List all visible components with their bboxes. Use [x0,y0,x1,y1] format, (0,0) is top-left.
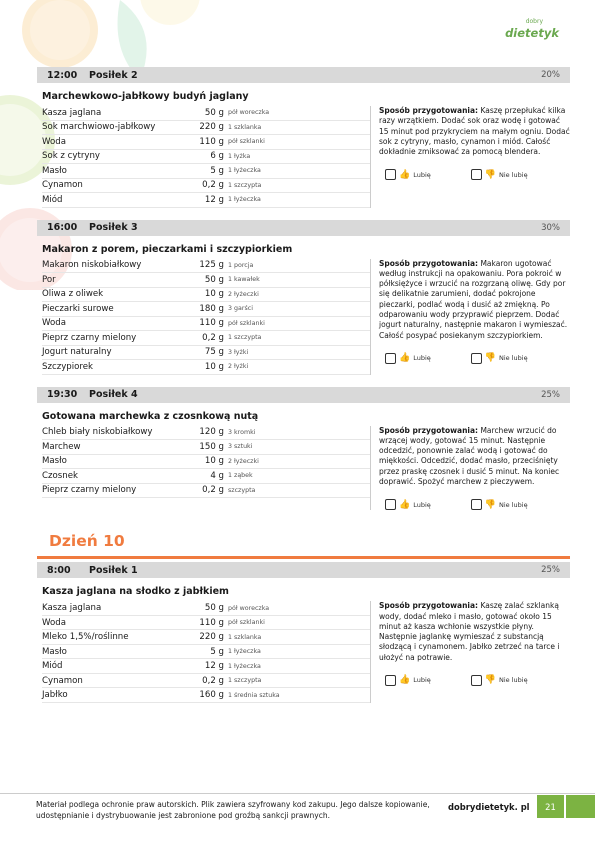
preparation-text: Kaszę przepłukać kilka razy wrzątkiem. Dodać sok oraz wodę i gotować 15 minut pod przykryciem na małym ogniu. Dodać sok z cytryny, masło, cynamon i miód. Całość dokładnie zmiksować za pomocą blendera. [379,106,570,157]
dislike-label: Nie lubię [499,170,528,179]
like-option[interactable] [385,499,431,510]
ingredient-row [42,259,370,274]
meal-section [37,562,570,703]
like-option[interactable] [385,675,431,686]
ingredient-unit: 1 kawałek [228,276,260,284]
like-option[interactable] [385,353,431,364]
ingredient-row [42,273,370,288]
dislike-checkbox[interactable] [471,499,482,510]
preparation [370,601,570,703]
like-option[interactable] [385,169,431,180]
like-label: Lubię [413,676,431,685]
ingredient-name: Chleb biały niskobiałkowy [42,427,153,438]
ingredient-unit: 1 szczypta [228,181,262,189]
ingredient-amount: 0,2 g [202,675,224,686]
ingredient-row [42,288,370,303]
ingredient-name: Miód [42,194,63,205]
ingredient-row [42,360,370,375]
ingredient-amount: 6 g [210,151,224,162]
ingredient-unit: 3 garści [228,305,253,313]
ingredient-amount: 50 g [204,107,224,118]
ingredient-amount: 110 g [199,136,224,147]
ingredient-amount: 4 g [210,470,224,481]
recipe-title: Gotowana marchewka z czosnkową nutą [42,410,259,422]
meal-time: 8:00 [47,564,71,576]
ingredient-amount: 120 g [199,427,224,438]
dislike-label: Nie lubię [499,500,528,509]
dislike-checkbox[interactable] [471,353,482,364]
footer-site-link[interactable]: dobrydietetyk. pl [448,802,530,812]
ingredient-name: Sok marchwiowo-jabłkowy [42,122,156,133]
meal-header [37,220,570,236]
meal-header [37,562,570,578]
meal-time: 12:00 [47,69,78,81]
ingredient-amount: 0,2 g [202,485,224,496]
ingredient-unit: 1 łyżeczka [228,648,261,656]
ingredient-amount: 50 g [204,274,224,285]
ingredient-name: Kasza jaglana [42,603,102,614]
ingredient-name: Jogurt naturalny [42,347,112,358]
ingredient-list [37,426,370,511]
like-checkbox[interactable] [385,169,396,180]
ingredient-row [42,688,370,703]
ingredient-unit: 1 łyżeczka [228,196,261,204]
dislike-option[interactable] [471,499,528,510]
meal-percent: 20% [541,70,560,80]
ingredient-list [37,259,370,375]
logo-main-text: dietetyk [505,26,559,40]
page-footer [0,793,595,825]
ingredient-name: Mleko 1,5%/roślinne [42,632,129,643]
ingredient-unit: pół woreczka [228,604,270,612]
ingredient-name: Szczypiorek [42,361,93,372]
ingredient-unit: szczypta [228,486,256,494]
preparation-text: Marchew wrzucić do wrzącej wody, gotować 15 minut. Następnie odcedzić, ponownie zalać wodą i gotować do miękkości. Odcedzić, dodać masło, przeciśnięty przez praskę czosnek i dusić 5 minut. Na koniec doprawić. Spożyć marchew z pieczywem. [379,425,560,486]
page-number: 21 [537,795,564,818]
meal-time: 16:00 [47,222,78,233]
meal-name: Posiłek 1 [89,564,138,576]
ingredient-amount: 110 g [199,318,224,329]
rating [385,169,570,180]
footer-accent-block [566,795,595,818]
ingredient-name: Cynamon [42,675,83,686]
ingredient-unit: 3 łyżki [228,348,249,356]
ingredient-name: Miód [42,661,63,672]
ingredient-amount: 50 g [204,603,224,614]
ingredient-amount: 10 g [204,289,224,300]
ingredient-amount: 125 g [199,260,224,271]
logo-small-text: dobry [525,18,543,25]
meal-header [37,387,570,403]
ingredient-row [42,440,370,455]
ingredient-row [42,645,370,660]
preparation [370,106,570,208]
like-checkbox[interactable] [385,675,396,686]
ingredient-list [37,106,370,208]
ingredient-amount: 5 g [210,165,224,176]
preparation [370,426,570,511]
ingredient-unit: pół woreczka [228,109,270,117]
ingredient-unit: 2 łyżeczki [228,290,259,298]
ingredient-name: Jabłko [42,690,68,701]
ingredient-row [42,121,370,136]
ingredient-amount: 0,2 g [202,180,224,191]
meal-section [37,67,570,208]
ingredient-amount: 12 g [204,661,224,672]
ingredient-row [42,616,370,631]
day-heading [37,532,570,559]
dislike-option[interactable] [471,353,528,364]
meal-name: Posiłek 4 [89,389,138,400]
ingredient-amount: 220 g [199,632,224,643]
thumbs-down-icon: 👎 [484,675,496,686]
recipe-title: Kasza jaglana na słodko z jabłkiem [42,586,229,598]
ingredient-name: Kasza jaglana [42,107,102,118]
preparation-label: Sposób przygotowania: [379,601,479,611]
ingredient-unit: 3 sztuki [228,443,253,451]
ingredient-name: Woda [42,318,66,329]
ingredient-unit: 1 szczypta [228,334,262,342]
ingredient-name: Pieprz czarny mielony [42,332,137,343]
dislike-label: Nie lubię [499,676,528,685]
meal-percent: 30% [541,222,560,233]
ingredient-name: Masło [42,646,67,657]
meal-name: Posiłek 3 [89,222,138,233]
ingredient-name: Sok z cytryny [42,151,100,162]
ingredient-row [42,179,370,194]
meal-percent: 25% [541,565,560,576]
like-label: Lubię [413,500,431,509]
thumbs-down-icon: 👎 [484,499,496,510]
day-divider [37,556,570,559]
ingredient-amount: 150 g [199,441,224,452]
ingredient-name: Czosnek [42,470,78,481]
recipe-title: Makaron z porem, pieczarkami i szczypiorkiem [42,243,293,255]
ingredient-name: Pieczarki surowe [42,303,114,314]
dislike-option[interactable] [471,169,528,180]
ingredient-unit: pół szklanki [228,138,265,146]
day-title: Dzień 10 [49,532,125,551]
preparation-label: Sposób przygotowania: [379,258,479,268]
like-label: Lubię [413,170,431,179]
meal-time: 19:30 [47,389,78,400]
meal-plan [37,67,570,703]
ingredient-name: Por [42,274,56,285]
ingredient-amount: 180 g [199,303,224,314]
ingredient-name: Woda [42,617,66,628]
dislike-checkbox[interactable] [471,169,482,180]
thumbs-down-icon: 👎 [484,169,496,180]
ingredient-unit: pół szklanki [228,319,265,327]
ingredient-row [42,193,370,208]
dislike-checkbox[interactable] [471,675,482,686]
preparation-text: Kaszę zalać szklanką wody, dodać mleko i masło, gotować około 15 minut aż kasza wchłonie wszystkie płyny. Następnie jaglankę wymieszać z substancją słodzącą i cynamonem. Jabłko zetrzeć na tarce i ułożyć na potrawie. [379,601,560,662]
ingredient-amount: 110 g [199,617,224,628]
ingredient-row [42,150,370,165]
rating [385,353,570,364]
ingredient-name: Makaron niskobiałkowy [42,260,142,271]
ingredient-name: Woda [42,136,66,147]
rating [385,675,570,686]
ingredient-row [42,164,370,179]
ingredient-name: Masło [42,456,67,467]
ingredient-amount: 12 g [204,194,224,205]
recipe-title: Marchewkowo-jabłkowy budyń jaglany [42,91,249,102]
ingredient-unit: 1 łyżka [228,152,251,160]
preparation-label: Sposób przygotowania: [379,106,479,115]
ingredient-row [42,106,370,121]
ingredient-unit: 2 łyżki [228,363,249,371]
meal-percent: 25% [541,389,560,400]
ingredient-amount: 75 g [204,347,224,358]
ingredient-name: Pieprz czarny mielony [42,485,137,496]
ingredient-amount: 220 g [199,122,224,133]
dislike-option[interactable] [471,675,528,686]
ingredient-name: Marchew [42,441,81,452]
ingredient-unit: 1 szklanka [228,123,262,131]
ingredient-amount: 0,2 g [202,332,224,343]
ingredient-row [42,659,370,674]
ingredient-unit: 1 łyżeczka [228,167,261,175]
like-checkbox[interactable] [385,499,396,510]
ingredient-row [42,426,370,441]
preparation [370,259,570,375]
ingredient-row [42,317,370,332]
ingredient-unit: 1 łyżeczka [228,662,261,670]
rating [385,499,570,510]
thumbs-up-icon: 👍 [399,499,411,510]
thumbs-up-icon: 👍 [399,353,411,364]
thumbs-up-icon: 👍 [399,169,411,180]
copyright-notice: Materiał podlega ochronie praw autorskich. Plik zawiera szyfrowany kod zakupu. Jego dalsze kopiowanie, udostępnianie i dystrybuowanie jest zabronione pod groźbą sankcji prawnych. [36,800,430,820]
ingredient-amount: 10 g [204,361,224,372]
meal-header [37,67,570,83]
like-label: Lubię [413,354,431,363]
ingredient-unit: 1 porcja [228,261,254,269]
ingredient-amount: 10 g [204,456,224,467]
ingredient-row [42,135,370,150]
ingredient-row [42,601,370,616]
ingredient-row [42,455,370,470]
thumbs-up-icon: 👍 [399,675,411,686]
ingredient-row [42,346,370,361]
ingredient-row [42,630,370,645]
ingredient-unit: 3 kromki [228,428,256,436]
ingredient-name: Masło [42,165,67,176]
preparation-text: Makaron ugotować według instrukcji na opakowaniu. Pora pokroić w półksiężyce i wrzucić na rozgrzaną oliwę. Gdy por się delikatnie zarumieni, dodać pokrojone pieczarki, podlać wodą i dusić aż zmiękną. Po odparowaniu wody przyprawić pieprzem. Dodać jogurt naturalny, następnie makaron i wymieszać. Całość posypać posiekanym szczypiorkiem. [379,258,568,340]
thumbs-down-icon: 👎 [484,353,496,364]
ingredient-row [42,469,370,484]
like-checkbox[interactable] [385,353,396,364]
ingredient-row [42,484,370,499]
ingredient-amount: 5 g [210,646,224,657]
ingredient-row [42,302,370,317]
ingredient-row [42,674,370,689]
meal-section [37,387,570,511]
dislike-label: Nie lubię [499,354,528,363]
ingredient-unit: pół szklanki [228,619,265,627]
meal-section [37,220,570,375]
ingredient-unit: 1 ząbek [228,472,253,480]
preparation-label: Sposób przygotowania: [379,425,479,435]
ingredient-name: Cynamon [42,180,83,191]
ingredient-unit: 2 łyżeczki [228,457,259,465]
ingredient-row [42,331,370,346]
ingredient-unit: 1 średnia sztuka [228,691,280,699]
ingredient-list [37,601,370,703]
ingredient-unit: 1 szczypta [228,677,262,685]
ingredient-unit: 1 szklanka [228,633,262,641]
ingredient-amount: 160 g [199,690,224,701]
meal-name: Posiłek 2 [89,69,138,81]
ingredient-name: Oliwa z oliwek [42,289,104,300]
